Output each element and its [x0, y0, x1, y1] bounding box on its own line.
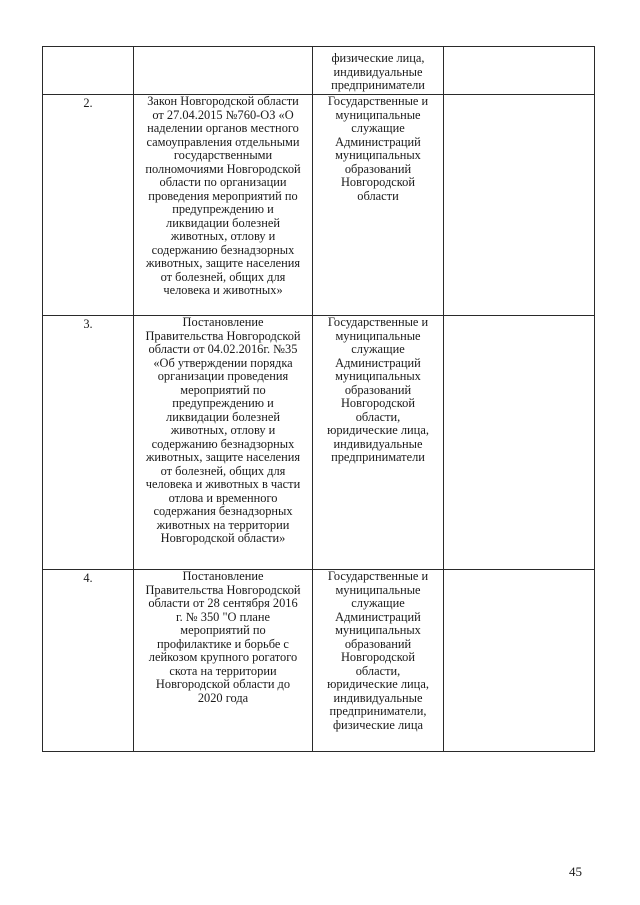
table-row [43, 95, 595, 316]
row-number: 2. [83, 96, 93, 110]
act-text: Постановление Правительства Новгородской области от 04.02.2016г. №35 «Об утверждении порядка организации проведения мероприятий по предупреждению и ликвидации болезней животных, отлову и содержанию безнадзорных животных, защите населения от болезней, общих для человека и животных в части отлова и временного содержания безнадзорных животных на территории Новгородской области» [145, 315, 301, 545]
table-row [43, 47, 595, 95]
page-number: 45 [569, 864, 582, 879]
act-cell [134, 47, 313, 95]
row-number-cell [43, 95, 134, 316]
subjects-text: Государственные и муниципальные служащие Администраций муниципальных образований Новгородской области [327, 94, 429, 203]
subjects-cell [313, 316, 444, 570]
table-row [43, 570, 595, 752]
extra-cell [444, 570, 595, 752]
act-cell [134, 570, 313, 752]
subjects-text: физические лица, индивидуальные предприниматели [331, 51, 425, 92]
extra-cell [444, 95, 595, 316]
subjects-cell [313, 95, 444, 316]
act-cell [134, 95, 313, 316]
extra-cell [444, 47, 595, 95]
act-text: Постановление Правительства Новгородской области от 28 сентября 2016 г. № 350 "О плане мероприятий по профилактике и борьбе с лейкозом крупного рогатого скота на территории Новгородской области до 2020 года [145, 569, 301, 705]
row-number [45, 47, 131, 49]
act-cell [134, 316, 313, 570]
table-row [43, 316, 595, 570]
row-number-cell [43, 47, 134, 95]
subjects-text: Государственные и муниципальные служащие Администраций муниципальных образований Новгородской области, юридические лица, индивидуальные предприниматели [327, 315, 429, 464]
row-number: 3. [83, 317, 93, 331]
subjects-cell [313, 570, 444, 752]
row-number-cell [43, 570, 134, 752]
subjects-cell [313, 47, 444, 95]
act-text: Закон Новгородской области от 27.04.2015 №760-ОЗ «О наделении органов местного самоуправления отдельными государственными полномочиями Новгородской области по организации проведения мероприятий по предупреждению и ликвидации болезней животных, отлову и содержанию безнадзорных животных, защите населения от болезней, общих для человека и животных» [145, 94, 301, 297]
legal-acts-table [42, 46, 595, 752]
row-number-cell [43, 316, 134, 570]
row-number: 4. [83, 571, 93, 585]
extra-cell [444, 316, 595, 570]
subjects-text: Государственные и муниципальные служащие Администраций муниципальных образований Новгородской области, юридические лица, индивидуальные предприниматели, физические лица [327, 569, 429, 732]
